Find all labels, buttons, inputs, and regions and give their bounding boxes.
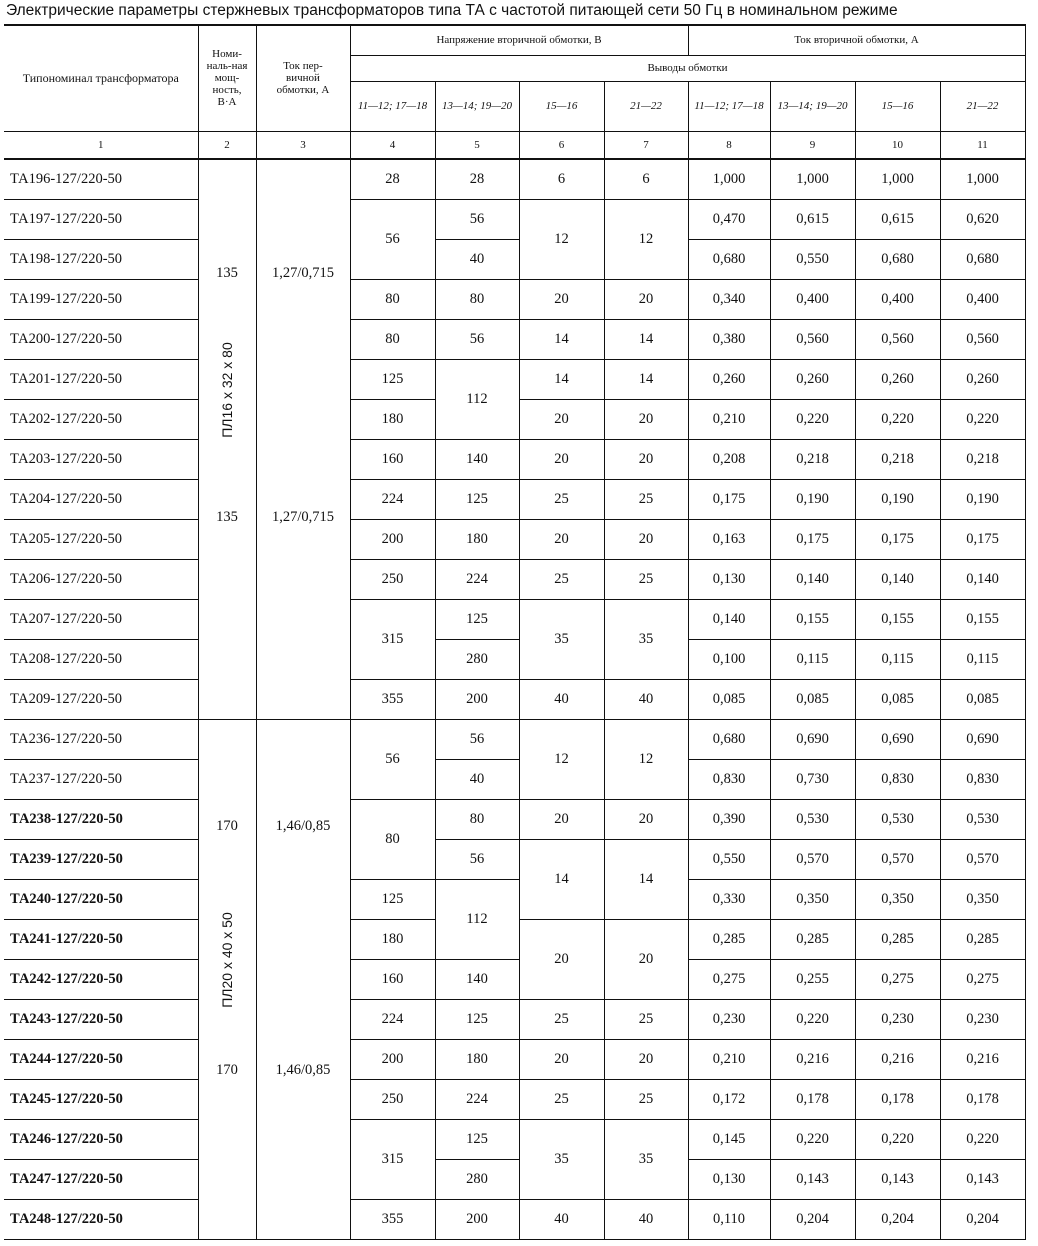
secondary-voltage-4: 200 xyxy=(350,519,435,559)
secondary-voltage-4: 56 xyxy=(350,199,435,279)
header-pin-1: 11—12; 17—18 xyxy=(350,81,435,131)
secondary-current-10: 0,190 xyxy=(855,479,940,519)
column-number: 11 xyxy=(940,131,1025,159)
secondary-current-10: 0,350 xyxy=(855,879,940,919)
secondary-voltage-4: 250 xyxy=(350,559,435,599)
secondary-current-8: 0,260 xyxy=(688,359,770,399)
transformer-type: ТА204-127/220-50 xyxy=(4,479,198,519)
secondary-voltage-7: 12 xyxy=(604,719,688,799)
secondary-voltage-6: 40 xyxy=(519,679,604,719)
secondary-current-10: 0,260 xyxy=(855,359,940,399)
secondary-current-9: 0,550 xyxy=(770,239,855,279)
header-secondary-voltage: Напряжение вторичной обмотки, В xyxy=(350,25,688,55)
secondary-current-10: 0,143 xyxy=(855,1159,940,1199)
secondary-voltage-5: 140 xyxy=(435,959,519,999)
secondary-current-8: 0,100 xyxy=(688,639,770,679)
secondary-voltage-5: 80 xyxy=(435,799,519,839)
secondary-current-8: 0,550 xyxy=(688,839,770,879)
secondary-voltage-5: 112 xyxy=(435,359,519,439)
secondary-current-11: 0,085 xyxy=(940,679,1025,719)
secondary-current-10: 0,285 xyxy=(855,919,940,959)
secondary-current-11: 0,400 xyxy=(940,279,1025,319)
secondary-current-10: 0,680 xyxy=(855,239,940,279)
secondary-current-9: 0,690 xyxy=(770,719,855,759)
transformer-type: ТА207-127/220-50 xyxy=(4,599,198,639)
table-row xyxy=(4,719,1025,759)
table-row xyxy=(4,799,1025,839)
secondary-current-9: 0,085 xyxy=(770,679,855,719)
secondary-current-8: 0,172 xyxy=(688,1079,770,1119)
secondary-current-8: 0,130 xyxy=(688,559,770,599)
secondary-voltage-7: 25 xyxy=(604,479,688,519)
secondary-current-9: 0,400 xyxy=(770,279,855,319)
secondary-current-8: 0,330 xyxy=(688,879,770,919)
table-title: Электрические параметры стержневых трансформаторов типа ТА с частотой питающей сети 50 Гц в номинальном режиме xyxy=(6,2,898,19)
core-type-label: ПЛ20 x 40 x 50 xyxy=(219,911,235,1008)
secondary-current-11: 0,140 xyxy=(940,559,1025,599)
secondary-current-10: 0,220 xyxy=(855,1119,940,1159)
table-row xyxy=(4,959,1025,999)
secondary-voltage-6: 20 xyxy=(519,439,604,479)
secondary-current-11: 0,230 xyxy=(940,999,1025,1039)
transformer-type: ТА203-127/220-50 xyxy=(4,439,198,479)
secondary-voltage-6: 14 xyxy=(519,839,604,919)
header-pin-5: 11—12; 17—18 xyxy=(688,81,770,131)
secondary-voltage-5: 140 xyxy=(435,439,519,479)
secondary-voltage-5: 125 xyxy=(435,999,519,1039)
secondary-current-11: 0,530 xyxy=(940,799,1025,839)
secondary-current-9: 0,115 xyxy=(770,639,855,679)
transformer-type: ТА247-127/220-50 xyxy=(4,1159,198,1199)
secondary-current-9: 0,255 xyxy=(770,959,855,999)
secondary-current-8: 0,470 xyxy=(688,199,770,239)
secondary-voltage-6: 25 xyxy=(519,1079,604,1119)
secondary-current-9: 0,204 xyxy=(770,1199,855,1239)
secondary-current-11: 0,143 xyxy=(940,1159,1025,1199)
secondary-voltage-6: 12 xyxy=(519,719,604,799)
secondary-voltage-6: 6 xyxy=(519,159,604,200)
column-number: 8 xyxy=(688,131,770,159)
header-terminals: Выводы обмотки xyxy=(350,55,1025,81)
secondary-voltage-4: 224 xyxy=(350,479,435,519)
secondary-voltage-7: 35 xyxy=(604,1119,688,1199)
secondary-voltage-5: 80 xyxy=(435,279,519,319)
table-row xyxy=(4,839,1025,879)
secondary-current-9: 0,178 xyxy=(770,1079,855,1119)
secondary-current-10: 0,220 xyxy=(855,399,940,439)
secondary-voltage-5: 200 xyxy=(435,679,519,719)
secondary-current-9: 0,530 xyxy=(770,799,855,839)
table-row xyxy=(4,199,1025,239)
secondary-voltage-4: 200 xyxy=(350,1039,435,1079)
transformer-type: ТА240-127/220-50 xyxy=(4,879,198,919)
column-number: 3 xyxy=(256,131,350,159)
secondary-voltage-4: 28 xyxy=(350,159,435,200)
header-pin-7: 15—16 xyxy=(855,81,940,131)
secondary-current-9: 0,155 xyxy=(770,599,855,639)
table-row xyxy=(4,1119,1025,1159)
secondary-current-8: 0,145 xyxy=(688,1119,770,1159)
secondary-voltage-5: 56 xyxy=(435,719,519,759)
secondary-current-10: 0,230 xyxy=(855,999,940,1039)
nominal-power-cell xyxy=(198,159,256,720)
transformer-type: ТА206-127/220-50 xyxy=(4,559,198,599)
secondary-voltage-5: 280 xyxy=(435,639,519,679)
secondary-voltage-7: 40 xyxy=(604,679,688,719)
column-number: 6 xyxy=(519,131,604,159)
secondary-current-10: 0,275 xyxy=(855,959,940,999)
transformer-type: ТА200-127/220-50 xyxy=(4,319,198,359)
secondary-voltage-7: 25 xyxy=(604,559,688,599)
header-pin-4: 21—22 xyxy=(604,81,688,131)
secondary-current-8: 0,140 xyxy=(688,599,770,639)
secondary-voltage-5: 180 xyxy=(435,1039,519,1079)
column-number: 2 xyxy=(198,131,256,159)
secondary-current-11: 0,620 xyxy=(940,199,1025,239)
transformer-type: ТА237-127/220-50 xyxy=(4,759,198,799)
table-row xyxy=(4,1079,1025,1119)
secondary-voltage-5: 125 xyxy=(435,599,519,639)
secondary-voltage-6: 14 xyxy=(519,319,604,359)
secondary-voltage-4: 180 xyxy=(350,919,435,959)
secondary-current-11: 0,560 xyxy=(940,319,1025,359)
secondary-voltage-7: 20 xyxy=(604,439,688,479)
header-pin-6: 13—14; 19—20 xyxy=(770,81,855,131)
secondary-voltage-5: 56 xyxy=(435,199,519,239)
secondary-current-9: 0,218 xyxy=(770,439,855,479)
secondary-voltage-5: 40 xyxy=(435,239,519,279)
secondary-voltage-7: 20 xyxy=(604,279,688,319)
secondary-current-9: 0,216 xyxy=(770,1039,855,1079)
secondary-current-11: 0,190 xyxy=(940,479,1025,519)
secondary-current-8: 0,830 xyxy=(688,759,770,799)
secondary-voltage-5: 28 xyxy=(435,159,519,200)
secondary-voltage-6: 25 xyxy=(519,559,604,599)
secondary-current-9: 0,175 xyxy=(770,519,855,559)
secondary-voltage-6: 20 xyxy=(519,279,604,319)
secondary-voltage-7: 14 xyxy=(604,319,688,359)
nominal-power-value: 135 xyxy=(216,508,238,525)
nominal-power-cell xyxy=(198,719,256,1239)
secondary-current-10: 0,175 xyxy=(855,519,940,559)
secondary-current-10: 0,830 xyxy=(855,759,940,799)
secondary-voltage-6: 20 xyxy=(519,519,604,559)
header-type: Типономинал трансформатора xyxy=(4,25,198,131)
secondary-current-9: 0,143 xyxy=(770,1159,855,1199)
secondary-current-11: 0,285 xyxy=(940,919,1025,959)
table-row xyxy=(4,519,1025,559)
secondary-current-10: 0,560 xyxy=(855,319,940,359)
secondary-current-8: 0,275 xyxy=(688,959,770,999)
secondary-voltage-4: 315 xyxy=(350,599,435,679)
primary-current-value: 1,27/0,715 xyxy=(271,264,335,281)
secondary-voltage-6: 40 xyxy=(519,1199,604,1239)
secondary-current-9: 0,570 xyxy=(770,839,855,879)
transformer-type: ТА245-127/220-50 xyxy=(4,1079,198,1119)
secondary-current-8: 0,085 xyxy=(688,679,770,719)
secondary-current-8: 0,285 xyxy=(688,919,770,959)
column-number: 4 xyxy=(350,131,435,159)
secondary-current-11: 0,680 xyxy=(940,239,1025,279)
secondary-current-9: 0,220 xyxy=(770,1119,855,1159)
transformer-type: ТА202-127/220-50 xyxy=(4,399,198,439)
secondary-current-9: 1,000 xyxy=(770,159,855,200)
secondary-current-11: 0,204 xyxy=(940,1199,1025,1239)
secondary-voltage-5: 125 xyxy=(435,1119,519,1159)
secondary-current-10: 0,178 xyxy=(855,1079,940,1119)
secondary-voltage-5: 56 xyxy=(435,839,519,879)
table-row xyxy=(4,879,1025,919)
secondary-current-8: 0,340 xyxy=(688,279,770,319)
transformer-type: ТА199-127/220-50 xyxy=(4,279,198,319)
column-number: 9 xyxy=(770,131,855,159)
secondary-current-8: 0,210 xyxy=(688,399,770,439)
table-row xyxy=(4,479,1025,519)
transformer-type: ТА197-127/220-50 xyxy=(4,199,198,239)
secondary-current-9: 0,730 xyxy=(770,759,855,799)
transformer-type: ТА201-127/220-50 xyxy=(4,359,198,399)
secondary-voltage-7: 40 xyxy=(604,1199,688,1239)
secondary-voltage-6: 25 xyxy=(519,999,604,1039)
secondary-voltage-5: 200 xyxy=(435,1199,519,1239)
table-row xyxy=(4,1199,1025,1239)
primary-current-value: 1,27/0,715 xyxy=(271,508,335,525)
secondary-voltage-7: 20 xyxy=(604,519,688,559)
secondary-voltage-7: 6 xyxy=(604,159,688,200)
table-row xyxy=(4,1039,1025,1079)
transformer-type: ТА236-127/220-50 xyxy=(4,719,198,759)
secondary-voltage-5: 112 xyxy=(435,879,519,959)
secondary-voltage-6: 35 xyxy=(519,599,604,679)
secondary-voltage-4: 56 xyxy=(350,719,435,799)
primary-current-cell xyxy=(256,719,350,1239)
nominal-power-value: 170 xyxy=(216,1061,238,1078)
secondary-voltage-6: 14 xyxy=(519,359,604,399)
column-number: 7 xyxy=(604,131,688,159)
secondary-current-9: 0,285 xyxy=(770,919,855,959)
table-row xyxy=(4,759,1025,799)
secondary-current-11: 0,220 xyxy=(940,399,1025,439)
table-row xyxy=(4,1159,1025,1199)
transformer-type: ТА196-127/220-50 xyxy=(4,159,198,200)
transformer-type: ТА243-127/220-50 xyxy=(4,999,198,1039)
column-number: 10 xyxy=(855,131,940,159)
secondary-voltage-5: 224 xyxy=(435,1079,519,1119)
secondary-current-11: 0,218 xyxy=(940,439,1025,479)
secondary-current-10: 0,400 xyxy=(855,279,940,319)
column-number: 5 xyxy=(435,131,519,159)
secondary-voltage-4: 224 xyxy=(350,999,435,1039)
secondary-voltage-7: 12 xyxy=(604,199,688,279)
transformer-type: ТА246-127/220-50 xyxy=(4,1119,198,1159)
table-row xyxy=(4,159,1025,200)
secondary-voltage-4: 180 xyxy=(350,399,435,439)
secondary-current-8: 0,390 xyxy=(688,799,770,839)
secondary-current-8: 0,380 xyxy=(688,319,770,359)
secondary-current-11: 0,570 xyxy=(940,839,1025,879)
secondary-voltage-4: 160 xyxy=(350,439,435,479)
secondary-current-8: 1,000 xyxy=(688,159,770,200)
secondary-voltage-4: 355 xyxy=(350,679,435,719)
column-number: 1 xyxy=(4,131,198,159)
secondary-voltage-4: 355 xyxy=(350,1199,435,1239)
secondary-voltage-6: 20 xyxy=(519,1039,604,1079)
secondary-current-8: 0,680 xyxy=(688,239,770,279)
secondary-current-8: 0,230 xyxy=(688,999,770,1039)
secondary-current-10: 0,216 xyxy=(855,1039,940,1079)
secondary-voltage-7: 25 xyxy=(604,999,688,1039)
secondary-voltage-7: 20 xyxy=(604,399,688,439)
secondary-current-11: 0,830 xyxy=(940,759,1025,799)
secondary-voltage-7: 20 xyxy=(604,919,688,999)
header-pin-2: 13—14; 19—20 xyxy=(435,81,519,131)
table-row xyxy=(4,559,1025,599)
secondary-current-11: 1,000 xyxy=(940,159,1025,200)
secondary-voltage-5: 125 xyxy=(435,479,519,519)
secondary-voltage-6: 20 xyxy=(519,799,604,839)
secondary-voltage-4: 160 xyxy=(350,959,435,999)
secondary-voltage-4: 80 xyxy=(350,799,435,879)
secondary-current-8: 0,175 xyxy=(688,479,770,519)
table-row xyxy=(4,439,1025,479)
table-row xyxy=(4,359,1025,399)
secondary-voltage-7: 20 xyxy=(604,799,688,839)
secondary-voltage-4: 80 xyxy=(350,319,435,359)
secondary-current-10: 0,140 xyxy=(855,559,940,599)
header-pin-3: 15—16 xyxy=(519,81,604,131)
secondary-voltage-4: 250 xyxy=(350,1079,435,1119)
secondary-voltage-5: 280 xyxy=(435,1159,519,1199)
table-row xyxy=(4,999,1025,1039)
secondary-voltage-6: 25 xyxy=(519,479,604,519)
secondary-current-10: 0,155 xyxy=(855,599,940,639)
secondary-current-11: 0,155 xyxy=(940,599,1025,639)
secondary-voltage-7: 25 xyxy=(604,1079,688,1119)
header-secondary-current: Ток вторичной обмотки, А xyxy=(688,25,1025,55)
transformer-parameters-table xyxy=(4,24,1026,1240)
secondary-voltage-5: 40 xyxy=(435,759,519,799)
transformer-type: ТА205-127/220-50 xyxy=(4,519,198,559)
secondary-current-11: 0,115 xyxy=(940,639,1025,679)
transformer-type: ТА242-127/220-50 xyxy=(4,959,198,999)
transformer-type: ТА244-127/220-50 xyxy=(4,1039,198,1079)
secondary-current-8: 0,208 xyxy=(688,439,770,479)
transformer-type: ТА239-127/220-50 xyxy=(4,839,198,879)
table-row xyxy=(4,239,1025,279)
secondary-current-8: 0,130 xyxy=(688,1159,770,1199)
secondary-current-10: 0,218 xyxy=(855,439,940,479)
secondary-current-10: 1,000 xyxy=(855,159,940,200)
secondary-current-11: 0,350 xyxy=(940,879,1025,919)
secondary-voltage-7: 35 xyxy=(604,599,688,679)
secondary-voltage-5: 224 xyxy=(435,559,519,599)
secondary-current-9: 0,140 xyxy=(770,559,855,599)
transformer-type: ТА208-127/220-50 xyxy=(4,639,198,679)
secondary-voltage-7: 14 xyxy=(604,839,688,919)
secondary-voltage-6: 20 xyxy=(519,399,604,439)
transformer-type: ТА241-127/220-50 xyxy=(4,919,198,959)
secondary-current-10: 0,115 xyxy=(855,639,940,679)
secondary-current-9: 0,220 xyxy=(770,999,855,1039)
secondary-voltage-4: 80 xyxy=(350,279,435,319)
secondary-current-11: 0,260 xyxy=(940,359,1025,399)
secondary-current-11: 0,275 xyxy=(940,959,1025,999)
header-primary-current: Ток пер-вичной обмотки, А xyxy=(256,25,350,131)
primary-current-value: 1,46/0,85 xyxy=(275,817,331,834)
table-row xyxy=(4,599,1025,639)
secondary-current-9: 0,350 xyxy=(770,879,855,919)
secondary-current-11: 0,175 xyxy=(940,519,1025,559)
secondary-voltage-6: 12 xyxy=(519,199,604,279)
header-power: Номи-наль-ная мощ-ность, В·А xyxy=(198,25,256,131)
secondary-current-8: 0,680 xyxy=(688,719,770,759)
secondary-current-10: 0,570 xyxy=(855,839,940,879)
header-pin-8: 21—22 xyxy=(940,81,1025,131)
secondary-voltage-4: 125 xyxy=(350,879,435,919)
secondary-voltage-6: 35 xyxy=(519,1119,604,1199)
table-row xyxy=(4,639,1025,679)
primary-current-value: 1,46/0,85 xyxy=(275,1061,331,1078)
secondary-current-11: 0,216 xyxy=(940,1039,1025,1079)
secondary-voltage-7: 20 xyxy=(604,1039,688,1079)
transformer-type: ТА198-127/220-50 xyxy=(4,239,198,279)
secondary-current-11: 0,220 xyxy=(940,1119,1025,1159)
table-row xyxy=(4,279,1025,319)
table-row xyxy=(4,679,1025,719)
secondary-voltage-6: 20 xyxy=(519,919,604,999)
transformer-type: ТА209-127/220-50 xyxy=(4,679,198,719)
secondary-current-9: 0,260 xyxy=(770,359,855,399)
secondary-current-10: 0,690 xyxy=(855,719,940,759)
secondary-current-9: 0,615 xyxy=(770,199,855,239)
secondary-current-9: 0,190 xyxy=(770,479,855,519)
secondary-voltage-4: 315 xyxy=(350,1119,435,1199)
secondary-current-9: 0,220 xyxy=(770,399,855,439)
secondary-current-10: 0,615 xyxy=(855,199,940,239)
secondary-current-10: 0,530 xyxy=(855,799,940,839)
nominal-power-value: 170 xyxy=(216,817,238,834)
secondary-current-8: 0,210 xyxy=(688,1039,770,1079)
transformer-type: ТА248-127/220-50 xyxy=(4,1199,198,1239)
transformer-type: ТА238-127/220-50 xyxy=(4,799,198,839)
secondary-voltage-4: 125 xyxy=(350,359,435,399)
nominal-power-value: 135 xyxy=(216,264,238,281)
core-type-label: ПЛ16 x 32 x 80 xyxy=(219,341,235,438)
secondary-current-8: 0,163 xyxy=(688,519,770,559)
table-row xyxy=(4,319,1025,359)
secondary-current-11: 0,178 xyxy=(940,1079,1025,1119)
secondary-current-10: 0,204 xyxy=(855,1199,940,1239)
secondary-current-11: 0,690 xyxy=(940,719,1025,759)
secondary-current-8: 0,110 xyxy=(688,1199,770,1239)
primary-current-cell xyxy=(256,159,350,720)
secondary-voltage-7: 14 xyxy=(604,359,688,399)
secondary-current-9: 0,560 xyxy=(770,319,855,359)
secondary-voltage-5: 180 xyxy=(435,519,519,559)
secondary-voltage-5: 56 xyxy=(435,319,519,359)
secondary-current-10: 0,085 xyxy=(855,679,940,719)
